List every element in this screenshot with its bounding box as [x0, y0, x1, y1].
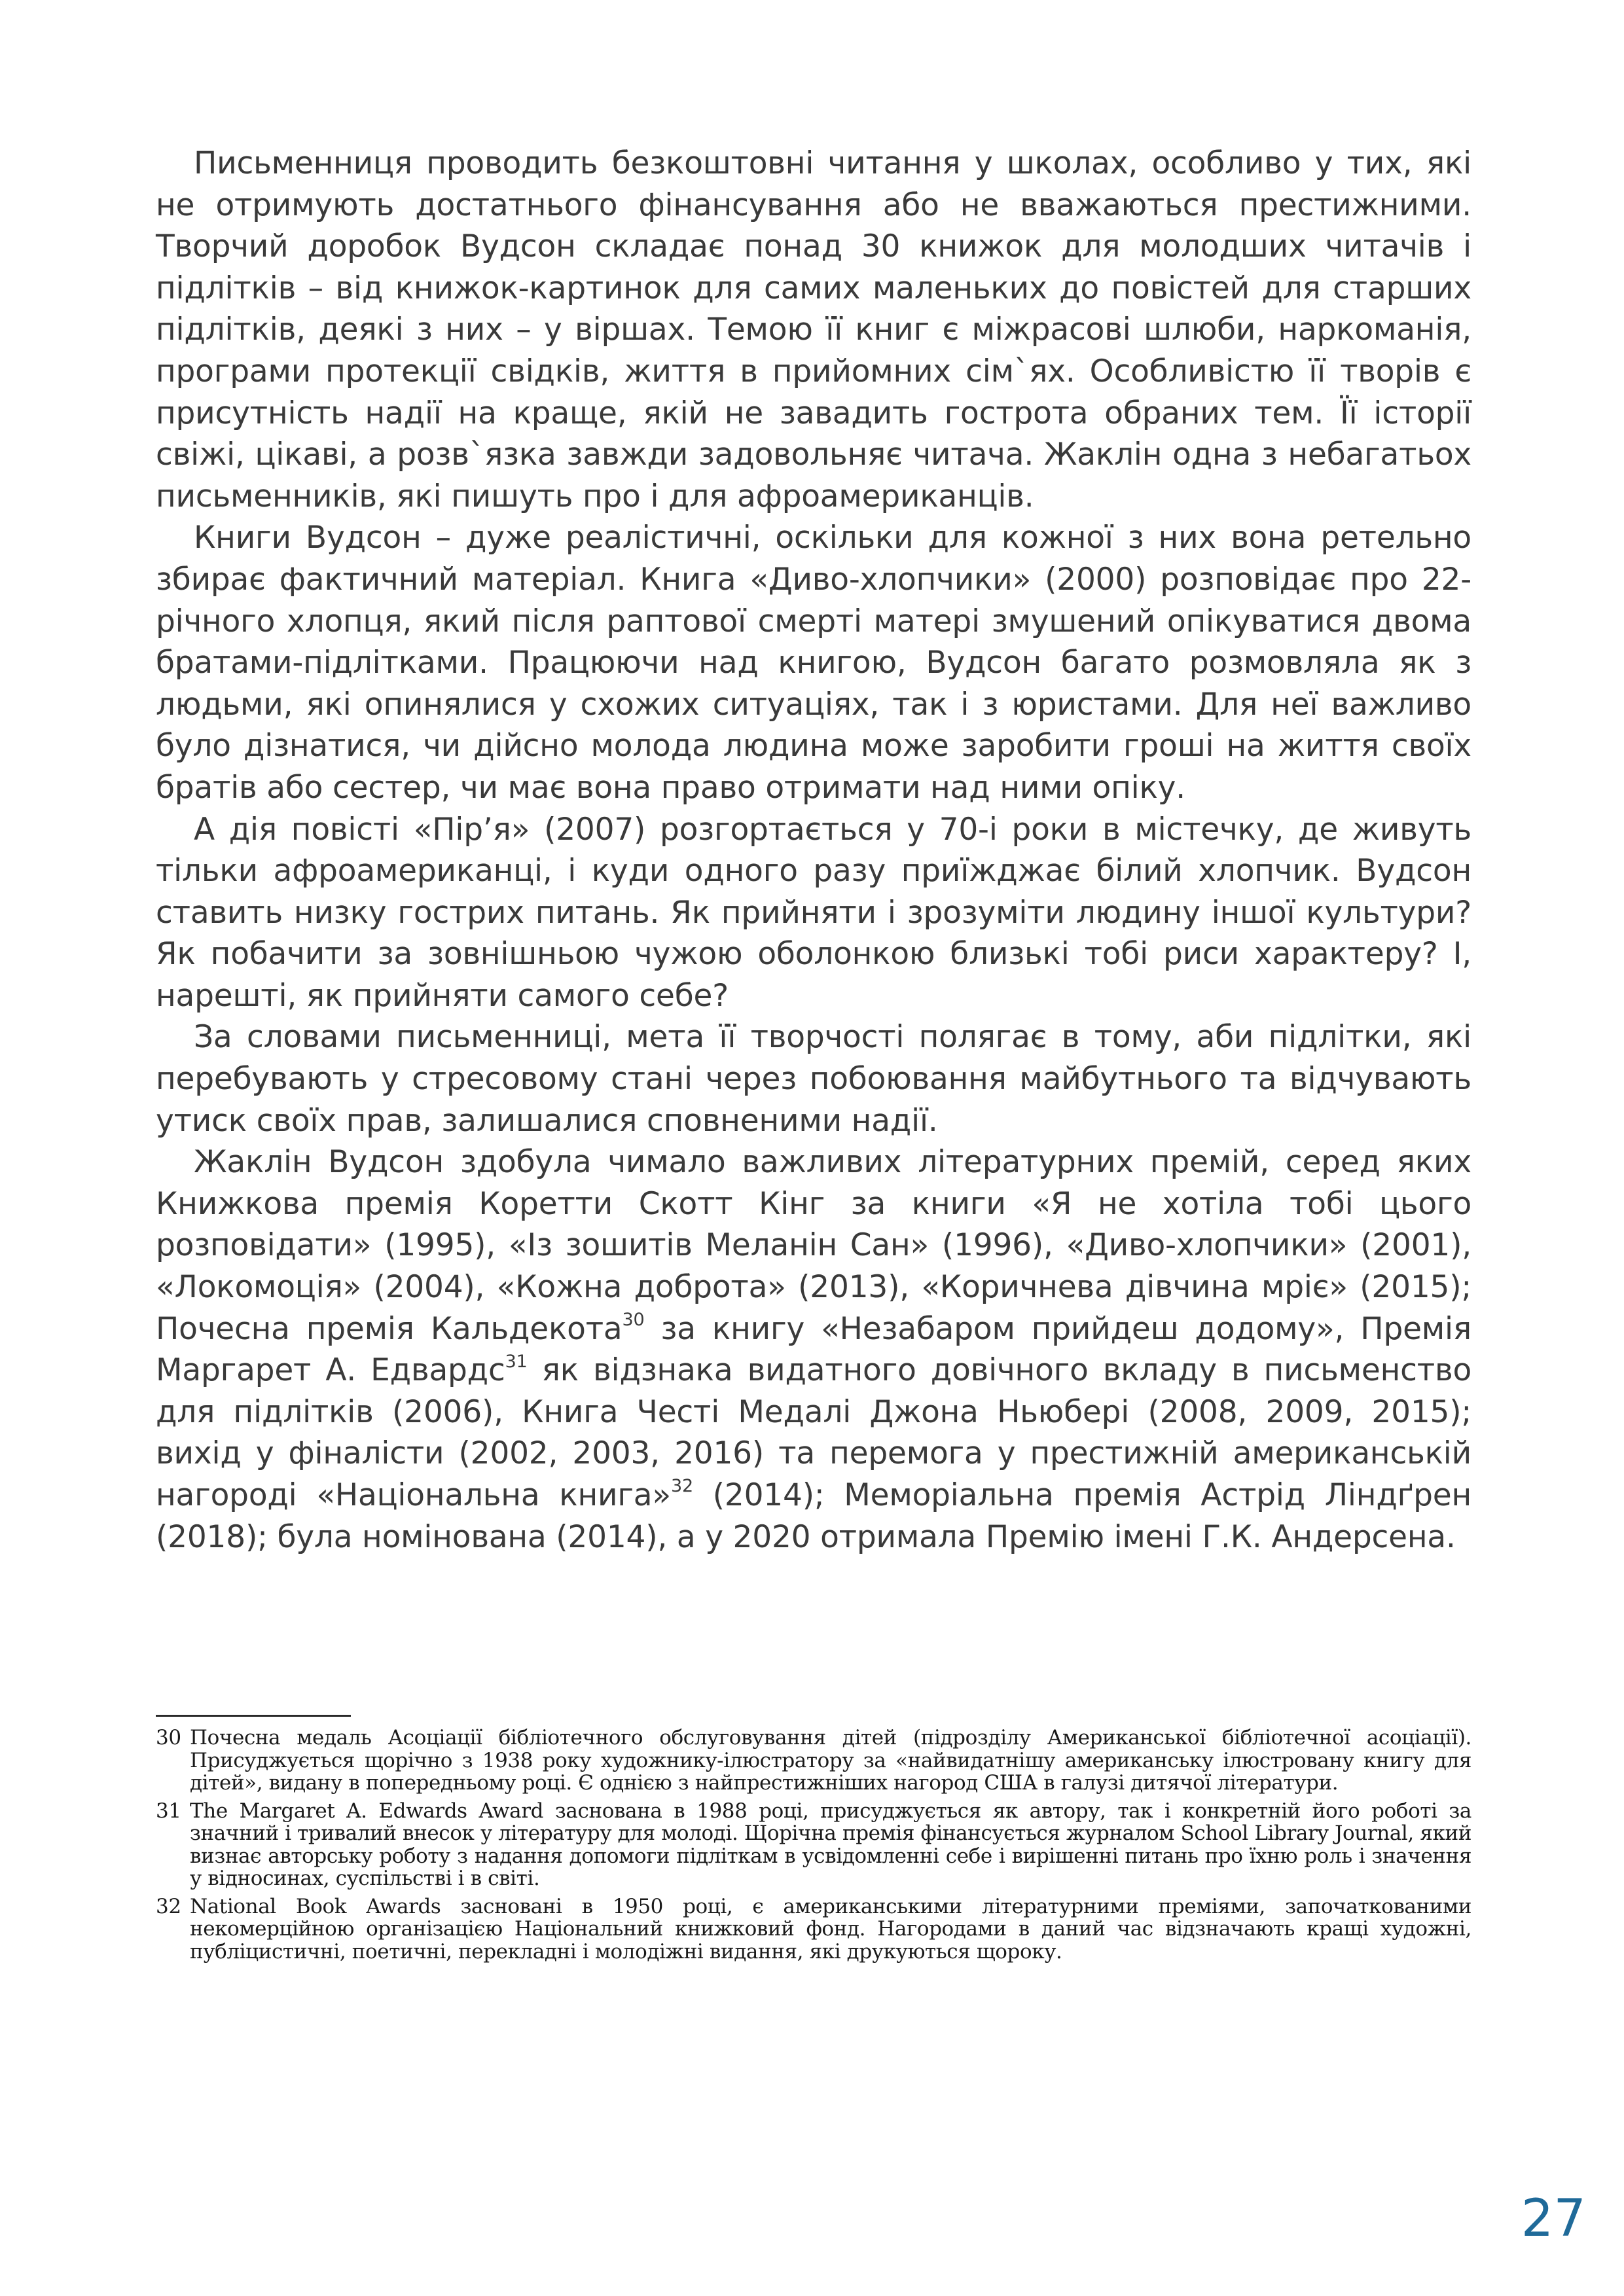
paragraph-text: як відзнака видатного довічного вкладу в письменство для підлітків (2006), Книга Честі Медалі Джона Ньюбері (2008, 2009, 2015); вихід у фіналісти (2002, 2003, 2016) та перемога у престижній американській нагороді «Національна книга»	[156, 1352, 1471, 1513]
footnote	[156, 1895, 1471, 1964]
footnote-separator	[156, 1715, 351, 1717]
paragraph	[156, 809, 1471, 1017]
footnote-number: 31	[156, 1799, 181, 1823]
main-text	[156, 143, 1471, 1558]
paragraph	[156, 1141, 1471, 1558]
paragraph-text: За словами письменниці, мета її творчості полягає в тому, аби підлітки, які перебувають у стресовому стані через побоювання майбутнього та відчувають утиск своїх прав, залишалися сповненими надії.	[156, 1019, 1471, 1139]
footnote-text: National Book Awards засновані в 1950 році, є американськими літературними преміями, започаткованими некомерційною організацією Національний книжковий фонд. Нагородами в даний час відзначають кращі художні, публіцистичні, поетичні, перекладні і молодіжні видання, які друкуються щороку.	[190, 1894, 1471, 1964]
paragraph-text: (2014); Меморіальна премія Астрід Ліндґрен (2018); була номінована (2014), а у 2020 отримала Премію імені Г.К. Андерсена.	[156, 1477, 1471, 1555]
paragraph-text: А дія повісті «Пір’я» (2007) розгортається у 70-і роки в містечку, де живуть тільки афроамериканці, і куди одного разу приїжджає білий хлопчик. Вудсон ставить низку гострих питань. Як прийняти і зрозуміти людину іншої культури? Як побачити за зовнішньою чужою оболонкою близькі тобі риси характеру? І, нарешті, як прийняти самого себе?	[156, 811, 1471, 1014]
paragraph-text: Книги Вудсон – дуже реалістичні, оскільки для кожної з них вона ретельно збирає фактичний матеріал. Книга «Диво-хлопчики» (2000) розповідає про 22-річного хлопця, який після раптової смерті матері змушений опікуватися двома братами-підлітками. Працюючи над книгою, Вудсон багато розмовляла як з людьми, які опинялися у схожих ситуаціях, так і з юристами. Для неї важливо було дізнатися, чи дійсно молода людина може заробити гроші на життя своїх братів або сестер, чи має вона право отримати над ними опіку.	[156, 520, 1471, 806]
footnote-marker: 32	[670, 1476, 693, 1497]
footnote	[156, 1800, 1471, 1890]
footnote-text: The Margaret A. Edwards Award заснована в 1988 році, присуджується як автору, так і конкретній його роботі за значний і тривалий внесок у літературу для молоді. Щорічна премія фінансується журналом School Library Journal, який визнає авторську роботу з надання допомоги підліткам в усвідомленні себе і вирішенні питань про їхню роль і значення у відносинах, суспільстві і в світі.	[190, 1799, 1471, 1890]
paragraph	[156, 517, 1471, 808]
footnote-marker: 31	[505, 1351, 528, 1372]
paragraph-text: за книгу «Незабаром прийдеш додому», Премія Маргарет А. Едвардс	[156, 1310, 1471, 1389]
footnote-number: 32	[156, 1894, 181, 1918]
footnote	[156, 1727, 1471, 1795]
footnote-marker: 30	[622, 1309, 645, 1330]
footnotes	[156, 1727, 1471, 1968]
footnote-number: 30	[156, 1726, 181, 1749]
footnote-text: Почесна медаль Асоціації бібліотечного обслуговування дітей (підрозділу Американської бібліотечної асоціації). Присуджується щорічно з 1938 року художнику-ілюстратору за «найвидатнішу американську ілюстровану книгу для дітей», видану в попередньому році. Є однією з найпрестижніших нагород США в галузі дитячої літератури.	[190, 1726, 1471, 1795]
paragraph-text: Письменниця проводить безкоштовні читання у школах, особливо у тих, які не отримують достатнього фінансування або не вважаються престижними. Творчий доробок Вудсон складає понад 30 книжок для молодших читачів і підлітків – від книжок-картинок для самих маленьких до повістей для старших підлітків, деякі з них – у віршах. Темою її книг є міжрасові шлюби, наркоманія, програми протекції свідків, життя в прийомних сім`ях. Особливістю її творів є присутність надії на краще, якій не завадить гострота обраних тем. Її історії свіжі, цікаві, а розв`язка завжди задовольняє читача. Жаклін одна з небагатьох письменників, які пишуть про і для афроамериканців.	[156, 145, 1471, 514]
paragraph-text: Жаклін Вудсон здобула чимало важливих літературних премій, серед яких Книжкова премія Коретти Скотт Кінг за книги «Я не хотіла тобі цього розповідати» (1995), «Із зошитів Меланін Сан» (1996), «Диво-хлопчики» (2001), «Локомоція» (2004), «Кожна доброта» (2013), «Коричнева дівчина мріє» (2015); Почесна премія Кальдекота	[156, 1144, 1471, 1347]
paragraph	[156, 143, 1471, 517]
page-number: 27	[1521, 2189, 1586, 2248]
paragraph	[156, 1016, 1471, 1141]
